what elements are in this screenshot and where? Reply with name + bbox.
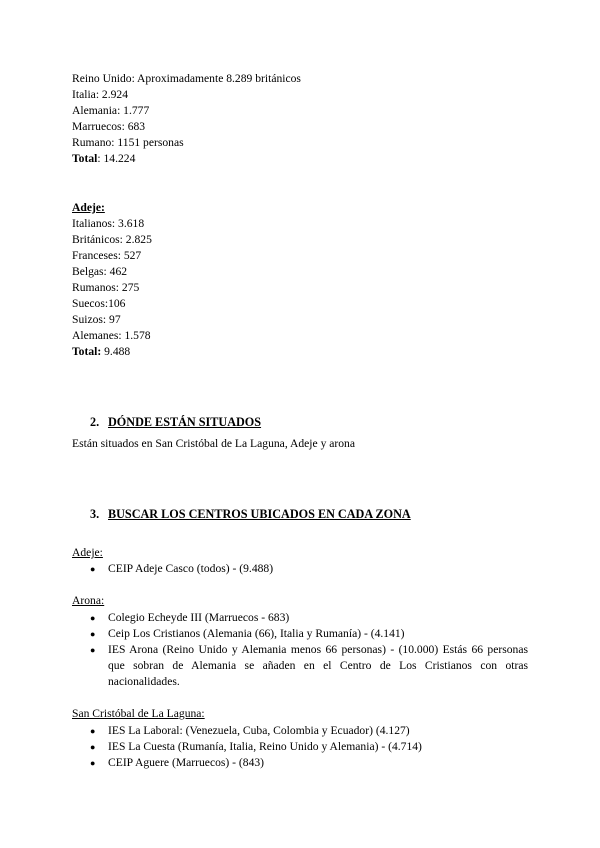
bullet-icon: ●: [90, 629, 96, 639]
count-morocco: Marruecos: 683: [72, 120, 146, 133]
list-item: [90, 723, 528, 739]
list-item-text: CEIP Adeje Casco (todos) - (9.488): [108, 562, 274, 575]
adeje-total: [72, 345, 130, 359]
bullet-icon: ●: [90, 758, 96, 768]
bullet-icon: ●: [90, 564, 96, 574]
list-item: [90, 561, 528, 577]
zone-arona-title: Arona:: [72, 594, 105, 607]
adeje-count-germans: Alemanes: 1.578: [72, 329, 151, 342]
adeje-count-french: Franceses: 527: [72, 249, 142, 262]
adeje-counts-title: Adeje:: [72, 201, 105, 214]
adeje-count-swiss: Suizos: 97: [72, 313, 121, 326]
list-item: [90, 755, 528, 771]
adeje-count-belgians: Belgas: 462: [72, 265, 128, 278]
section-2-body: Están situados en San Cristóbal de La Laguna, Adeje y arona: [72, 437, 356, 450]
list-item: [90, 642, 528, 690]
count-romania: Rumano: 1151 personas: [72, 136, 184, 149]
list-item-text: CEIP Aguere (Marruecos) - (843): [108, 756, 265, 769]
bullet-icon: ●: [90, 742, 96, 752]
adeje-count-romanians: Rumanos: 275: [72, 281, 140, 294]
list-item: [90, 610, 528, 626]
bullet-icon: ●: [90, 645, 96, 655]
adeje-count-italians: Italianos: 3.618: [72, 217, 145, 230]
list-item-text: IES La Laboral: (Venezuela, Cuba, Colombia y Ecuador) (4.127): [108, 724, 410, 737]
list-item-text: IES La Cuesta (Rumanía, Italia, Reino Unido y Alemania) - (4.714): [108, 740, 422, 753]
list-item-text: IES Arona (Reino Unido y Alemania menos 66 personas) - (10.000) Estás 66 personas que sobran de Alemania se añaden en el Centro de Los Cristianos con otras nacionalidades.: [108, 643, 528, 688]
intro-total-label: Total: [72, 152, 98, 165]
section-2-heading: [90, 415, 261, 429]
adeje-count-british: Británicos: 2.825: [72, 233, 152, 246]
adeje-total-value: 9.488: [101, 345, 131, 358]
adeje-count-swedes: Suecos:106: [72, 297, 126, 310]
bullet-icon: ●: [90, 726, 96, 736]
section-3-number: 3.: [90, 507, 100, 521]
count-italy: Italia: 2.924: [72, 88, 129, 101]
section-2-title: DÓNDE ESTÁN SITUADOS: [108, 415, 262, 429]
section-3-heading: [90, 507, 411, 521]
section-3-title: BUSCAR LOS CENTROS UBICADOS EN CADA ZONA: [108, 507, 411, 521]
adeje-total-label: Total:: [72, 345, 102, 358]
count-uk: Reino Unido: Aproximadamente 8.289 británicos: [72, 72, 301, 85]
zone-adeje-title: Adeje:: [72, 546, 103, 559]
bullet-icon: ●: [90, 613, 96, 623]
intro-total: [72, 152, 135, 166]
zone-laguna-title: San Cristóbal de La Laguna:: [72, 707, 205, 720]
section-2-number: 2.: [90, 415, 100, 429]
list-item: [90, 626, 528, 642]
list-item-text: Colegio Echeyde III (Marruecos - 683): [108, 611, 290, 624]
list-item-text: Ceip Los Cristianos (Alemania (66), Italia y Rumanía) - (4.141): [108, 627, 405, 640]
list-item: [90, 739, 528, 755]
count-germany: Alemania: 1.777: [72, 104, 150, 117]
intro-total-value: : 14.224: [97, 152, 136, 165]
